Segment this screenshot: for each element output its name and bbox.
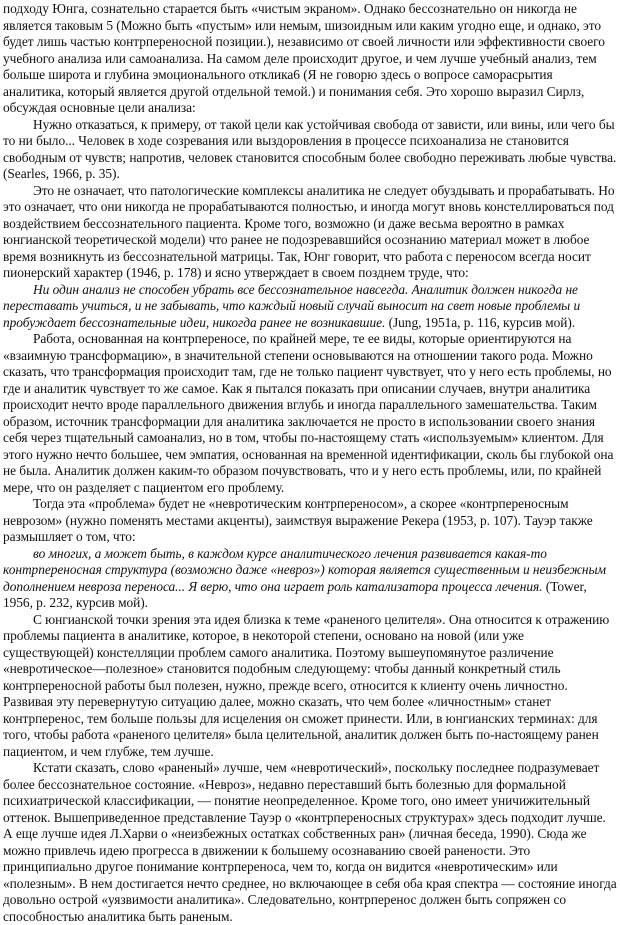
quote-searles-text: Нужно отказаться, к примеру, от такой цели как устойчивая свобода от зависти, или вины, или чего бы то ни было... Человек в ходе созревания или выздоровления в процессе психоанализа не становится свободным от чувств; напротив, человек становится способным более свободно переживать любые чувства. (Searles, 1966, p. 35). [3, 116, 617, 181]
quote-tower-italic: во многих, а может быть, в каждом курсе аналитического лечения развивается какая-то контрпереносная структура (возможно даже «невроз») которая является существенным и неизбежным дополнением невроза переноса... Я верю, что она играет роль катализатора процесса лечения. [3, 545, 606, 594]
paragraph-1 [3, 1, 617, 117]
paragraph-8 [3, 612, 617, 761]
quote-jung-citation: (Jung, 1951a, p. 116, курсив мой). [385, 314, 576, 330]
paragraph-6-text: Тогда эта «проблема» будет не «невротическим контрпереносом», а скорее «контрпереносным неврозом» (нужно поменять местами акценты), заимствуя выражение Рекера (1953, p. 107). Тауэр также размышляет о том, что: [3, 496, 593, 544]
quote-jung-italic: Ни один анализ не способен убрать все бессознательное навсегда. Аналитик должен никогда не переставать учиться, и не забывать, что каждый новый случай выносит на свет новые проблемы и пробуждает бессознательные идеи, никогда ранее не возникавшие. [3, 281, 581, 330]
paragraph-6 [3, 496, 617, 546]
paragraph-9 [3, 760, 617, 925]
paragraph-3 [3, 183, 617, 282]
paragraph-8-text: С юнгианской точки зрения эта идея близка к теме «раненого целителя». Она относится к отражению проблемы пациента в аналитике, которое, в некоторой степени, основано на новой (или уже существующей) констелляции проблем самого аналитика. Поэтому вышеупомянутое различение «невротическое—полезное» становится подобным следующему: чтобы данный конкретный стиль контрпереносной работы был полезен, нужно, прежде всего, относится к клиенту очень личностно. Развивая эту перевернутую ситуацию далее, можно сказать, что чем более «личностным» станет контрперенос, тем больше пользы для исцеления он сможет принести. Или, в юнгианских терминах: для того, чтобы работа «раненого целителя» была целительной, аналитик должен быть по-настоящему ранен пациентом, и чем глубже, тем лучше. [3, 611, 610, 759]
paragraph-5 [3, 331, 617, 496]
paragraph-5-text: Работа, основанная на контрпереносе, по крайней мере, те ее виды, которые ориентируются на «взаимную трансформацию», в значительной степени основываются на отношении такого рода. Можно сказать, что трансформация происходит там, где не только пациент чувствует, что у него есть проблемы, но где и аналитик чувствует то же самое. Как я пытался показать при описании случаев, внутри аналитика происходит нечто вроде параллельного движения вглубь и иногда параллельного замешательства. Таким образом, источник трансформации для аналитика заключается не просто в использовании своего знания себя через тщательный самоанализ, но в том, чтобы по-настоящему стать «используемым» клиентом. Для этого нужно нечто большее, чем эмпатия, основанная на временной идентификации, сколь бы глубокой она не была. Аналитик должен каким-то образом почувствовать, что и у него есть проблемы, или, по крайней мере, что он разделяет с пациентом его проблему. [3, 331, 614, 495]
paragraph-3-text: Это не означает, что патологические комплексы аналитика не следует обуздывать и прорабатывать. Но это означает, что они никогда не прорабатываются полностью, и иногда могут вновь констеллироваться под воздействием бессознательного пациента. Кроме того, возможно (и даже весьма вероятно в рамках юнгианской теоретической модели) что ранее не подозревавшийся осознанию материал может в любое время возникнуть из бессознательной матрицы. Так, Юнг говорит, что работа с переносом всегда носит пионерский характер (1946, p. 178) и ясно утверждает в своем позднем труде, что: [3, 182, 615, 280]
quote-jung [3, 282, 617, 332]
quote-tower-citation: (Tower, 1956, p. 232, курсив мой). [3, 578, 587, 610]
quote-tower [3, 546, 617, 612]
paragraph-1-text: подходу Юнга, сознательно старается быть «чистым экраном». Однако бессознательно он никогда не является таковым 5 (Можно быть «пустым» или немым, шизоидным или каким угодно еще, и однако, это будет лишь частью контрпереносной позиции.), независимо от своей личности или эффективности своего учебного анализа или самоанализа. На самом деле происходит другое, и чем лучше учебный анализ, тем больше широта и глубина эмоционального отклика6 (Я не говорю здесь о вопросе саморасрытия аналитика, который является другой отдельной темой.) и понимания себя. Это хорошо выразил Сирлз, обсуждая основные цели анализа: [3, 1, 605, 115]
paragraph-9-text: Кстати сказать, слово «раненый» лучше, чем «невротический», поскольку последнее подразумевает более бессознательное состояние. «Невроз», недавно переставший быть болезнью для формальной психиатрической классификации, — понятие неопределенное. Кроме того, оно имеет уничижительный оттенок. Вышеприведенное представление Тауэр о «контрпереносных структурах» здесь подходит лучше. А еще лучше идея Л.Харви о «неизбежных остатках собственных ран» (личная беседа, 1990). Сюда же можно привлечь идею прогресса в движении к большему осознаванию своей ранености. Это принципиально другое понимание контрпереноса, чем то, когда он видится «невротическим» или «полезным». В нем достигается нечто среднее, но включающее в себя оба края спектра — состояние иногда довольно острой «уязвимости аналитика». Следовательно, контрперенос должен быть сопряжен со способностью аналитика быть раненым. [3, 760, 617, 924]
quote-searles [3, 117, 617, 183]
